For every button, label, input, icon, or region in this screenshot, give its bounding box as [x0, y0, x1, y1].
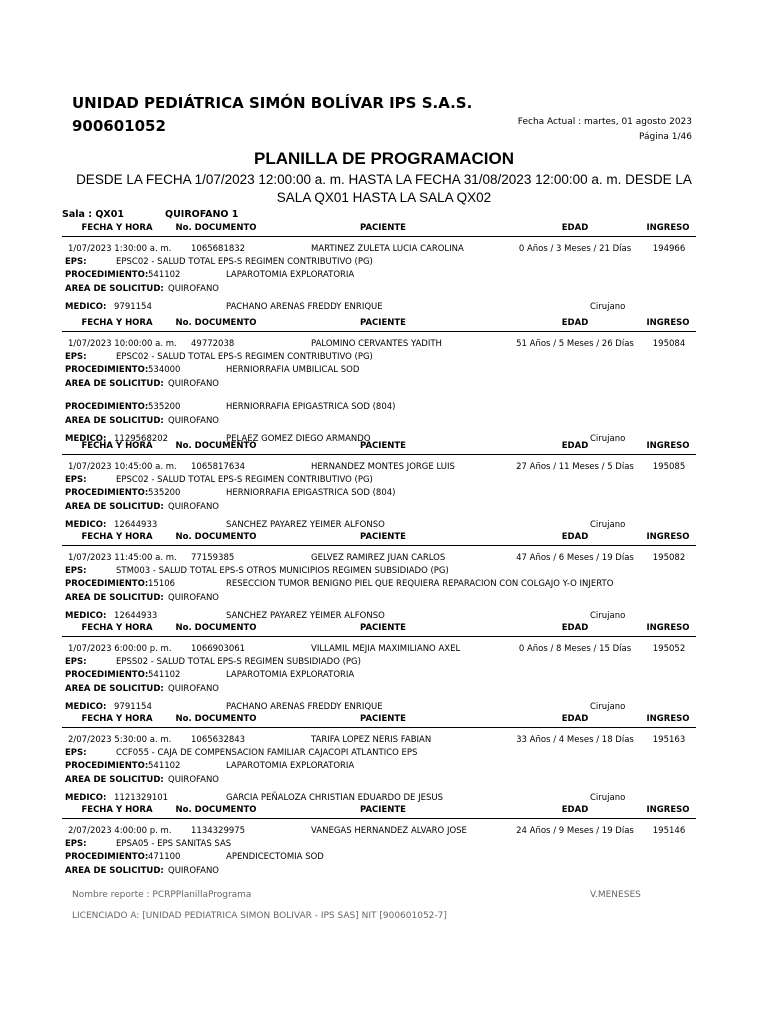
medico-especialidad: Cirujano [590, 520, 626, 530]
procedimiento-codigo: 541102 [148, 270, 181, 280]
license-text: LICENCIADO A: [UNIDAD PEDIATRICA SIMON BOLIVAR - IPS SAS] NIT [900601052-7] [72, 911, 447, 921]
column-header-fecha: FECHA Y HORA [81, 532, 153, 542]
area-label: AREA DE SOLICITUD: [65, 866, 164, 876]
medico-especialidad: Cirujano [590, 302, 626, 312]
medico-especialidad: Cirujano [590, 611, 626, 621]
column-header-fecha: FECHA Y HORA [81, 223, 153, 233]
column-header-ingreso: INGRESO [646, 623, 690, 633]
procedimiento-label: PROCEDIMIENTO: [65, 365, 149, 375]
current-date: Fecha Actual : martes, 01 agosto 2023 [517, 117, 692, 127]
record-ingreso: 195084 [652, 339, 686, 349]
procedimiento-codigo: 541102 [148, 761, 181, 771]
medico-label: MEDICO: [65, 702, 107, 712]
column-header-edad: EDAD [561, 532, 589, 542]
column-header-paciente: PACIENTE [360, 805, 406, 815]
record-fecha: 2/07/2023 4:00:00 p. m. [68, 826, 172, 836]
column-header-documento: No. DOCUMENTO [175, 714, 257, 724]
header-rule [62, 331, 696, 332]
column-header-fecha: FECHA Y HORA [81, 714, 153, 724]
medico-label: MEDICO: [65, 434, 107, 444]
medico-nombre: SANCHEZ PAYAREZ YEIMER ALFONSO [226, 520, 385, 530]
record-eps: EPSC02 - SALUD TOTAL EPS-S REGIMEN CONTRIBUTIVO (PG) [116, 257, 373, 267]
company-nit: 900601052 [72, 117, 166, 135]
area-label: AREA DE SOLICITUD: [65, 416, 164, 426]
procedimiento-label: PROCEDIMIENTO: [65, 270, 149, 280]
column-header-documento: No. DOCUMENTO [175, 532, 257, 542]
column-header-edad: EDAD [561, 714, 589, 724]
procedimiento-codigo: 15106 [148, 579, 176, 589]
record-eps: EPSC02 - SALUD TOTAL EPS-S REGIMEN CONTRIBUTIVO (PG) [116, 352, 373, 362]
record-ingreso: 195082 [652, 553, 686, 563]
area-label: AREA DE SOLICITUD: [65, 593, 164, 603]
column-header-ingreso: INGRESO [646, 714, 690, 724]
area-value: QUIROFANO [168, 284, 219, 294]
eps-label: EPS: [65, 657, 87, 667]
record-edad: 0 Años / 3 Meses / 21 Días [518, 244, 632, 254]
header-rule [62, 636, 696, 637]
procedimiento-descripcion: HERNIORRAFIA EPIGASTRICA SOD (804) [226, 488, 396, 498]
record-fecha: 1/07/2023 11:45:00 a. m. [68, 553, 177, 563]
procedimiento-codigo: 471100 [148, 852, 181, 862]
procedimiento-descripcion: HERNIORRAFIA UMBILICAL SOD [226, 365, 360, 375]
medico-especialidad: Cirujano [590, 702, 626, 712]
record-fecha: 1/07/2023 10:45:00 a. m. [68, 462, 177, 472]
column-header-paciente: PACIENTE [360, 532, 406, 542]
record-fecha: 2/07/2023 5:30:00 a. m. [68, 735, 172, 745]
record-paciente: GELVEZ RAMIREZ JUAN CARLOS [311, 553, 446, 563]
area-value: QUIROFANO [168, 866, 219, 876]
record-edad: 33 Años / 4 Meses / 18 Días [516, 735, 634, 745]
medico-id: 9791154 [114, 302, 152, 312]
medico-especialidad: Cirujano [590, 434, 626, 444]
area-value: QUIROFANO [168, 593, 219, 603]
column-header-paciente: PACIENTE [360, 223, 406, 233]
column-header-edad: EDAD [561, 805, 589, 815]
record-edad: 47 Años / 6 Meses / 19 Días [516, 553, 634, 563]
eps-label: EPS: [65, 839, 87, 849]
eps-label: EPS: [65, 352, 87, 362]
medico-label: MEDICO: [65, 302, 107, 312]
column-header-paciente: PACIENTE [360, 441, 406, 451]
record-paciente: PALOMINO CERVANTES YADITH [311, 339, 442, 349]
column-header-paciente: PACIENTE [360, 318, 406, 328]
page-number: Página 1/46 [638, 132, 692, 142]
record-paciente: TARIFA LOPEZ NERIS FABIAN [311, 735, 432, 745]
eps-label: EPS: [65, 566, 87, 576]
procedimiento-descripcion: LAPAROTOMIA EXPLORATORIA [226, 270, 355, 280]
medico-id: 1121329101 [114, 793, 169, 803]
procedimiento-descripcion: HERNIORRAFIA EPIGASTRICA SOD (804) [226, 402, 396, 412]
medico-nombre: SANCHEZ PAYAREZ YEIMER ALFONSO [226, 611, 385, 621]
column-header-documento: No. DOCUMENTO [175, 805, 257, 815]
column-header-documento: No. DOCUMENTO [175, 441, 257, 451]
column-header-documento: No. DOCUMENTO [175, 623, 257, 633]
record-fecha: 1/07/2023 1:30:00 a. m. [68, 244, 172, 254]
record-eps: EPSC02 - SALUD TOTAL EPS-S REGIMEN CONTRIBUTIVO (PG) [116, 475, 373, 485]
medico-label: MEDICO: [65, 520, 107, 530]
record-ingreso: 194966 [652, 244, 686, 254]
record-documento: 77159385 [191, 553, 235, 563]
header-rule [62, 818, 696, 819]
area-value: QUIROFANO [168, 502, 219, 512]
column-header-fecha: FECHA Y HORA [81, 441, 153, 451]
column-header-edad: EDAD [561, 318, 589, 328]
area-label: AREA DE SOLICITUD: [65, 502, 164, 512]
medico-id: 12644933 [114, 611, 158, 621]
record-eps: STM003 - SALUD TOTAL EPS-S OTROS MUNICIPIOS REGIMEN SUBSIDIADO (PG) [116, 566, 449, 576]
procedimiento-codigo: 534000 [148, 365, 181, 375]
report-title: PLANILLA DE PROGRAMACION [253, 149, 515, 168]
column-header-ingreso: INGRESO [646, 805, 690, 815]
record-documento: 1065817634 [191, 462, 246, 472]
area-value: QUIROFANO [168, 775, 219, 785]
procedimiento-label: PROCEDIMIENTO: [65, 852, 149, 862]
record-paciente: MARTINEZ ZULETA LUCIA CAROLINA [311, 244, 464, 254]
record-documento: 49772038 [191, 339, 235, 349]
medico-label: MEDICO: [65, 611, 107, 621]
area-label: AREA DE SOLICITUD: [65, 775, 164, 785]
header-rule [62, 454, 696, 455]
record-eps: EPSA05 - EPS SANITAS SAS [116, 839, 232, 849]
procedimiento-label: PROCEDIMIENTO: [65, 402, 149, 412]
procedimiento-descripcion: APENDICECTOMIA SOD [226, 852, 324, 862]
record-paciente: HERNANDEZ MONTES JORGE LUIS [311, 462, 455, 472]
record-edad: 24 Años / 9 Meses / 19 Días [516, 826, 634, 836]
record-paciente: VILLAMIL MEJIA MAXIMILIANO AXEL [311, 644, 461, 654]
record-documento: 1065632843 [191, 735, 246, 745]
column-header-paciente: PACIENTE [360, 623, 406, 633]
column-header-ingreso: INGRESO [646, 318, 690, 328]
sala-label: Sala : QX01 [62, 209, 124, 220]
record-documento: 1065681832 [191, 244, 246, 254]
column-header-ingreso: INGRESO [646, 441, 690, 451]
procedimiento-codigo: 535200 [148, 402, 181, 412]
area-label: AREA DE SOLICITUD: [65, 684, 164, 694]
eps-label: EPS: [65, 257, 87, 267]
area-value: QUIROFANO [168, 379, 219, 389]
header-rule [62, 545, 696, 546]
report-name: Nombre reporte : PCRPPlanillaPrograma [72, 890, 252, 900]
record-fecha: 1/07/2023 6:00:00 p. m. [68, 644, 172, 654]
column-header-ingreso: INGRESO [646, 532, 690, 542]
procedimiento-descripcion: RESECCION TUMOR BENIGNO PIEL QUE REQUIERA REPARACION CON COLGAJO Y-O INJERTO [226, 579, 614, 589]
eps-label: EPS: [65, 748, 87, 758]
medico-nombre: PELAEZ GOMEZ DIEGO ARMANDO [226, 434, 371, 444]
column-header-fecha: FECHA Y HORA [81, 318, 153, 328]
header-rule [62, 727, 696, 728]
procedimiento-label: PROCEDIMIENTO: [65, 488, 149, 498]
column-header-paciente: PACIENTE [360, 714, 406, 724]
column-header-fecha: FECHA Y HORA [81, 805, 153, 815]
record-ingreso: 195085 [652, 462, 686, 472]
area-label: AREA DE SOLICITUD: [65, 379, 164, 389]
procedimiento-descripcion: LAPAROTOMIA EXPLORATORIA [226, 761, 355, 771]
procedimiento-codigo: 535200 [148, 488, 181, 498]
column-header-documento: No. DOCUMENTO [175, 223, 257, 233]
record-edad: 0 Años / 8 Meses / 15 Días [518, 644, 632, 654]
record-eps: CCF055 - CAJA DE COMPENSACION FAMILIAR CAJACOPI ATLANTICO EPS [116, 748, 418, 758]
medico-id: 12644933 [114, 520, 158, 530]
area-label: AREA DE SOLICITUD: [65, 284, 164, 294]
record-paciente: VANEGAS HERNANDEZ ALVARO JOSE [311, 826, 467, 836]
sala-name: QUIROFANO 1 [165, 209, 239, 220]
eps-label: EPS: [65, 475, 87, 485]
procedimiento-descripcion: LAPAROTOMIA EXPLORATORIA [226, 670, 355, 680]
column-header-edad: EDAD [561, 623, 589, 633]
report-subtitle: DESDE LA FECHA 1/07/2023 12:00:00 a. m. HASTA LA FECHA 31/08/2023 12:00:00 a. m. DESDE LA SALA QX01 HASTA LA SALA QX02 [76, 172, 692, 205]
column-header-documento: No. DOCUMENTO [175, 318, 257, 328]
medico-id: 9791154 [114, 702, 152, 712]
medico-nombre: GARCIA PEÑALOZA CHRISTIAN EDUARDO DE JESUS [226, 793, 443, 803]
record-edad: 27 Años / 11 Meses / 5 Días [516, 462, 634, 472]
record-ingreso: 195146 [652, 826, 686, 836]
procedimiento-label: PROCEDIMIENTO: [65, 670, 149, 680]
header-rule [62, 236, 696, 237]
record-documento: 1134329975 [191, 826, 246, 836]
column-header-edad: EDAD [561, 441, 589, 451]
column-header-edad: EDAD [561, 223, 589, 233]
medico-especialidad: Cirujano [590, 793, 626, 803]
record-documento: 1066903061 [191, 644, 246, 654]
column-header-fecha: FECHA Y HORA [81, 623, 153, 633]
procedimiento-label: PROCEDIMIENTO: [65, 761, 149, 771]
medico-nombre: PACHANO ARENAS FREDDY ENRIQUE [226, 702, 383, 712]
medico-label: MEDICO: [65, 793, 107, 803]
record-edad: 51 Años / 5 Meses / 26 Días [516, 339, 634, 349]
area-value: QUIROFANO [168, 416, 219, 426]
report-user: V.MENESES [590, 890, 641, 900]
area-value: QUIROFANO [168, 684, 219, 694]
record-ingreso: 195052 [652, 644, 686, 654]
medico-id: 1129568202 [114, 434, 169, 444]
procedimiento-label: PROCEDIMIENTO: [65, 579, 149, 589]
record-eps: EPSS02 - SALUD TOTAL EPS-S REGIMEN SUBSIDIADO (PG) [116, 657, 361, 667]
record-fecha: 1/07/2023 10:00:00 a. m. [68, 339, 177, 349]
record-ingreso: 195163 [652, 735, 686, 745]
medico-nombre: PACHANO ARENAS FREDDY ENRIQUE [226, 302, 383, 312]
procedimiento-codigo: 541102 [148, 670, 181, 680]
company-name: UNIDAD PEDIÁTRICA SIMÓN BOLÍVAR IPS S.A.S. [72, 94, 473, 112]
column-header-ingreso: INGRESO [646, 223, 690, 233]
